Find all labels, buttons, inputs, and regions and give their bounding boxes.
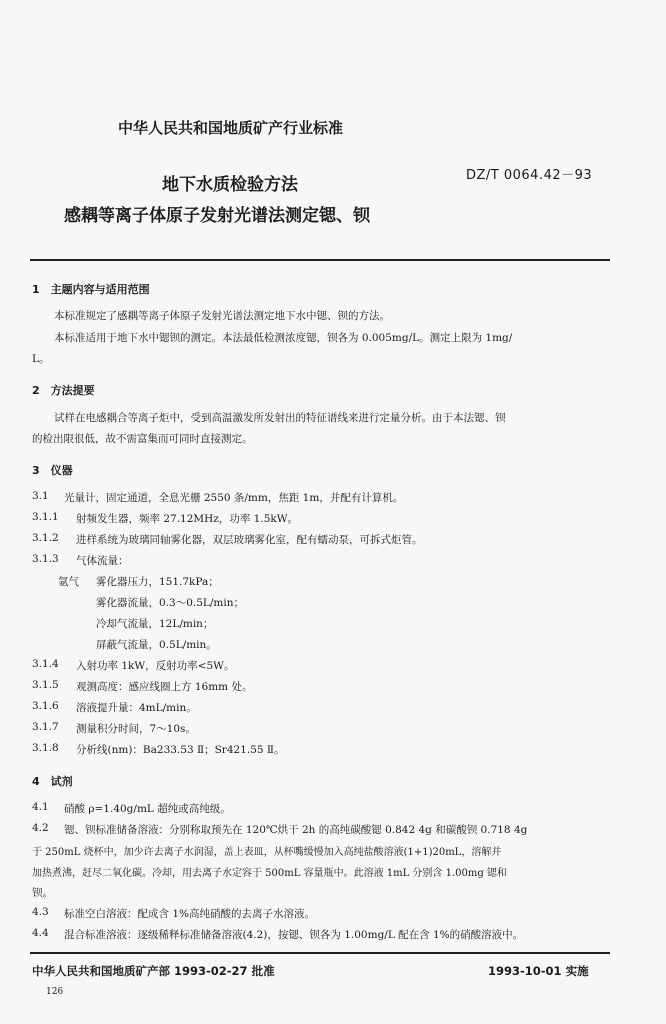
item-text-cont: 钡。: [32, 887, 53, 899]
item-text: 分析线(nm)：Ba233.53 Ⅱ；Sr421.55 Ⅱ。: [76, 744, 285, 756]
header-divider: [30, 259, 610, 261]
section-1-heading: 1 主题内容与适用范围: [32, 283, 150, 296]
page-number: 126: [46, 987, 64, 997]
gas-line: 屏蔽气流量，0.5L/min。: [96, 639, 217, 651]
approval-line: 中华人民共和国地质矿产部 1993-02-27 批准: [32, 964, 275, 978]
item-num: 4.2: [32, 822, 49, 834]
item-num: 4.3: [32, 906, 49, 918]
item-text: 混合标准溶液：逐级稀释标准储备溶液(4.2)，按锶、钡各为 1.00mg/L 配在含 1%的硝酸溶液中。: [64, 929, 524, 941]
item-text: 溶液提升量：4mL/min。: [76, 702, 197, 714]
section-2-heading: 2 方法提要: [32, 384, 95, 397]
item-num: 4.4: [32, 927, 49, 939]
item-num: 3.1.3: [32, 553, 59, 565]
gas-line: 雾化器流量，0.3～0.5L/min；: [96, 597, 244, 609]
org-standard-title: 中华人民共和国地质矿产行业标准: [118, 119, 344, 137]
item-num: 4.1: [32, 801, 49, 813]
standard-code: DZ/T 0064.42－93: [466, 168, 593, 183]
gas-line: 冷却气流量，12L/min；: [96, 618, 214, 630]
footer-divider: [30, 952, 610, 954]
item-text: 气体流量：: [76, 555, 129, 567]
item-text: 标准空白溶液：配成含 1%高纯硝酸的去离子水溶液。: [64, 908, 315, 920]
item-num: 3.1: [32, 490, 49, 502]
item-text: 锶、钡标准储备溶液：分别称取预先在 120℃烘干 2h 的高纯碳酸锶 0.842 4g 和碳酸钡 0.718 4g: [64, 824, 528, 836]
item-text: 测量积分时间，7～10s。: [76, 723, 196, 735]
item-text: 进样系统为玻璃同轴雾化器，双层玻璃雾化室，配有蠕动泵，可拆式炬管。: [76, 534, 423, 546]
section-2-paragraph-cont: 的检出限很低，故不需富集而可同时直接测定。: [32, 433, 253, 445]
item-text: 入射功率 1kW，反射功率<5W。: [76, 660, 235, 672]
item-num: 3.1.6: [32, 700, 59, 712]
gas-label: 氩气: [58, 576, 79, 588]
item-num: 3.1.7: [32, 721, 59, 733]
item-num: 3.1.4: [32, 658, 59, 670]
gas-line: 雾化器压力，151.7kPa；: [96, 576, 219, 588]
item-num: 3.1.1: [32, 511, 59, 523]
item-text: 射频发生器，频率 27.12MHz，功率 1.5kW。: [76, 513, 299, 525]
item-text-cont: 加热煮沸，赶尽二氧化碳。冷却，用去离子水定容于 500mL 容量瓶中。此溶液 1mL 分别含 1.00mg 锶和: [32, 868, 507, 879]
section-1-paragraph-2-cont: L。: [32, 353, 50, 365]
section-4-heading: 4 试剂: [32, 775, 73, 788]
item-text: 光量计，固定通道，全息光栅 2550 条/mm，焦距 1m，并配有计算机。: [64, 492, 404, 504]
implementation-date: 1993-10-01 实施: [488, 964, 589, 978]
item-num: 3.1.8: [32, 742, 59, 754]
item-text: 硝酸 ρ=1.40g/mL 超纯或高纯级。: [64, 803, 231, 815]
section-1-paragraph-2: 本标准适用于地下水中锶钡的测定。本法最低检测浓度锶，钡各为 0.005mg/L。测定上限为 1mg/: [54, 332, 513, 344]
item-text: 观测高度：感应线圈上方 16mm 处。: [76, 681, 253, 693]
section-2-paragraph: 试样在电感耦合等离子炬中，受到高温激发所发射出的特征谱线来进行定量分析。由于本法锶、钡: [54, 412, 506, 424]
doc-title-line1: 地下水质检验方法: [162, 175, 298, 195]
item-num: 3.1.5: [32, 679, 59, 691]
doc-title-line2: 感耦等离子体原子发射光谱法测定锶、钡: [64, 206, 370, 226]
item-text-cont: 于 250mL 烧杯中，加少许去离子水润湿，盖上表皿，从杯嘴缓慢加入高纯盐酸溶液(1+1)20mL，溶解并: [32, 847, 502, 858]
item-num: 3.1.2: [32, 532, 59, 544]
section-3-heading: 3 仪器: [32, 464, 73, 477]
section-1-paragraph-1: 本标准规定了感耦等离子体原子发射光谱法测定地下水中锶、钡的方法。: [54, 310, 390, 322]
